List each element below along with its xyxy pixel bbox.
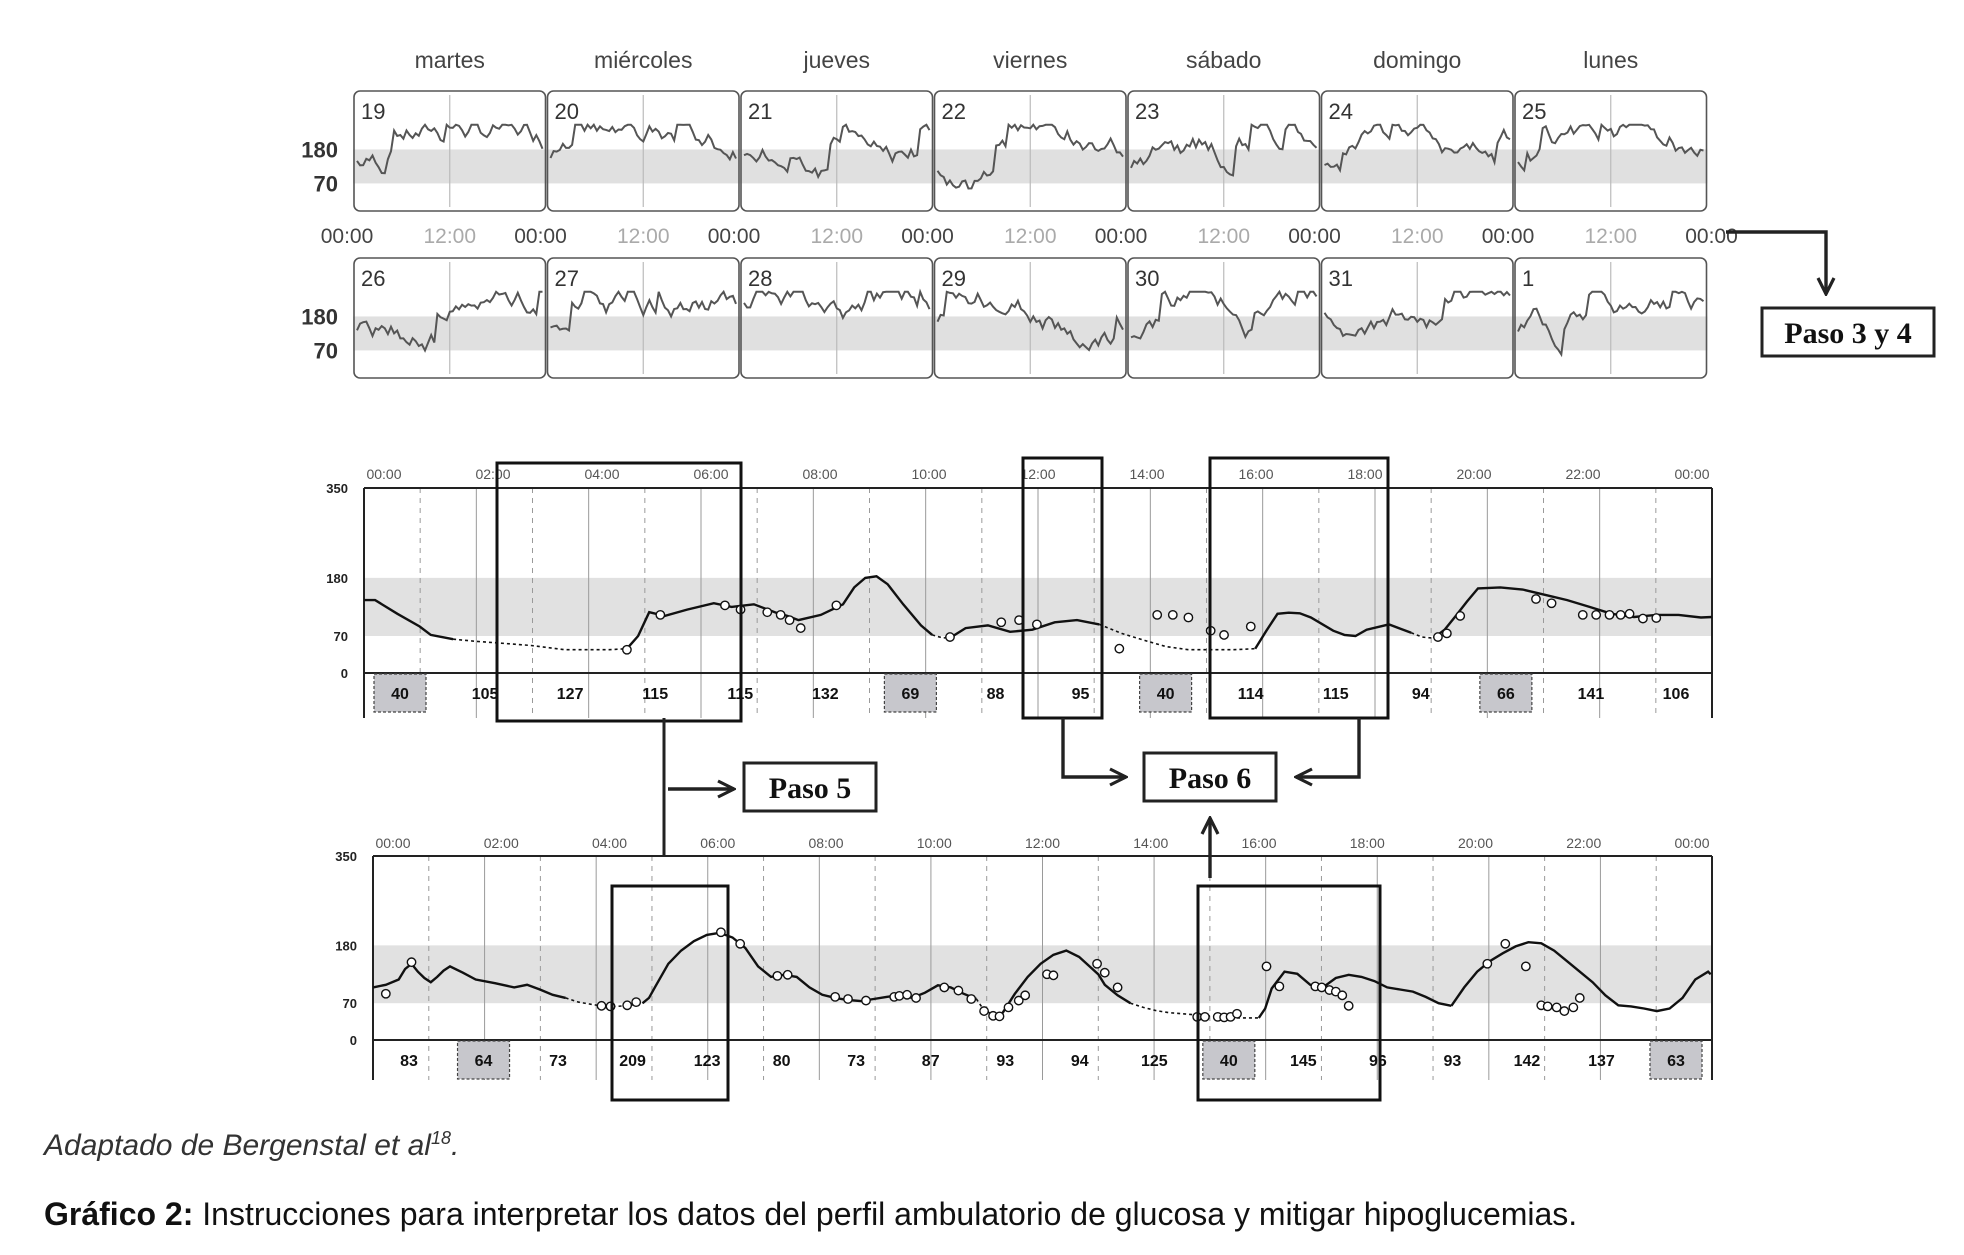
day-date-21: 21 (748, 99, 773, 124)
glucose-reading-point (623, 1001, 631, 1009)
y-tick-70: 70 (342, 996, 357, 1012)
caption-title-bold: Gráfico 2: (44, 1196, 194, 1232)
weekly-time-label: 12:00 (810, 225, 864, 248)
figure-caption (44, 1196, 1577, 1233)
weekly-time-label: 12:00 (616, 225, 670, 248)
weekly-time-label: 12:00 (1003, 225, 1057, 248)
glucose-reading-point (1093, 960, 1101, 968)
glucose-reading-point (773, 972, 781, 980)
value-label: 63 (1667, 1053, 1685, 1070)
glucose-reading-point (1101, 969, 1109, 977)
glucose-reading-point (656, 611, 664, 619)
x-tick-label: 00:00 (1674, 835, 1710, 851)
x-tick-label: 14:00 (1129, 466, 1165, 482)
day-date-29: 29 (941, 266, 966, 291)
value-label: 73 (549, 1053, 567, 1070)
glucose-reading-point (1639, 614, 1647, 622)
paso-3-4-callout (1726, 232, 1934, 356)
glucose-reading-point (763, 608, 771, 616)
value-label: 95 (1071, 686, 1090, 703)
caption-source-end: . (450, 1129, 460, 1162)
value-label: 69 (901, 686, 920, 703)
x-tick-label: 08:00 (808, 835, 844, 851)
daily-chart-2 (335, 835, 1712, 1100)
glucose-reading-point (903, 991, 911, 999)
glucose-reading-point (1616, 611, 1624, 619)
value-label: 40 (1219, 1053, 1238, 1070)
x-tick-label: 18:00 (1349, 835, 1385, 851)
glucose-reading-point (382, 990, 390, 998)
value-label: 142 (1513, 1053, 1541, 1070)
y-tick-180: 180 (335, 938, 357, 954)
x-tick-label: 04:00 (584, 466, 620, 482)
x-tick-label: 00:00 (366, 466, 402, 482)
day-date-1: 1 (1522, 266, 1535, 291)
x-tick-label: 00:00 (1674, 466, 1710, 482)
y-tick-0: 0 (340, 666, 348, 681)
paso-3-4-label: Paso 3 y 4 (1784, 317, 1912, 350)
glucose-reading-point (1153, 611, 1161, 619)
glucose-reading-point (785, 616, 793, 624)
value-label: 88 (986, 686, 1005, 703)
paso-6-arrow-left (1063, 718, 1126, 777)
weekly-time-label: 12:00 (423, 225, 477, 248)
value-label: 93 (996, 1053, 1015, 1070)
y-tick-350: 350 (326, 481, 348, 496)
x-tick-label: 02:00 (483, 835, 519, 851)
weekly-time-label: 12:00 (1584, 225, 1638, 248)
glucose-reading-point (912, 994, 920, 1002)
caption-source-text: Adaptado de Bergenstal et al (44, 1129, 431, 1162)
value-label: 115 (1322, 686, 1349, 703)
glucose-reading-point (1543, 1002, 1551, 1010)
glucose-reading-point (1605, 611, 1613, 619)
x-tick-label: 06:00 (693, 466, 729, 482)
glucose-reading-point (776, 611, 784, 619)
weekly-time-label: 00:00 (1481, 225, 1535, 248)
x-tick-label: 12:00 (1024, 835, 1061, 851)
day-date-28: 28 (748, 266, 773, 291)
x-tick-label: 10:00 (911, 466, 947, 482)
glucose-reading-point (1033, 620, 1041, 628)
value-label: 145 (1290, 1053, 1317, 1070)
day-date-20: 20 (554, 99, 579, 124)
day-date-19: 19 (361, 99, 386, 124)
x-tick-label: 10:00 (916, 835, 952, 851)
caption-source (44, 1128, 459, 1163)
weekly-time-label: 00:00 (514, 225, 567, 248)
value-label: 40 (1156, 686, 1175, 703)
glucose-reading-point (623, 646, 631, 654)
day-date-22: 22 (941, 99, 966, 124)
glucose-reading-point (1569, 1003, 1577, 1011)
glucose-reading-point (721, 601, 729, 609)
weekly-y-label-70-2: 70 (313, 338, 338, 364)
value-label: 105 (471, 686, 499, 703)
glucose-reading-point (1592, 611, 1600, 619)
day-date-31: 31 (1328, 266, 1353, 291)
glucose-reading-point (1275, 982, 1283, 990)
glucose-reading-point (1233, 1010, 1241, 1018)
paso-6-callout (1063, 718, 1359, 878)
daily-chart-1 (326, 458, 1712, 721)
weekly-time-label: 00:00 (1094, 225, 1148, 248)
day-date-27: 27 (554, 266, 579, 291)
day-name-6: lunes (1583, 47, 1639, 73)
value-label: 64 (474, 1053, 493, 1070)
x-tick-label: 14:00 (1133, 835, 1169, 851)
value-label: 125 (1140, 1053, 1168, 1070)
x-tick-label: 02:00 (475, 466, 511, 482)
value-label: 80 (772, 1053, 791, 1070)
glucose-reading-point (1344, 1002, 1352, 1010)
day-date-30: 30 (1135, 266, 1160, 291)
day-name-3: viernes (993, 47, 1068, 73)
value-label: 93 (1443, 1053, 1462, 1070)
value-label: 115 (727, 686, 754, 703)
y-tick-0: 0 (349, 1033, 357, 1048)
value-label: 127 (556, 686, 584, 703)
glucose-reading-point (1547, 599, 1555, 607)
caption-source-ref: 18 (430, 1128, 451, 1148)
day-name-5: domingo (1373, 47, 1462, 73)
day-name-1: miércoles (594, 47, 693, 73)
value-label: 137 (1588, 1053, 1615, 1070)
glucose-reading-point (832, 601, 840, 609)
x-tick-label: 18:00 (1347, 466, 1383, 482)
glucose-reading-point (1201, 1013, 1209, 1021)
value-label: 106 (1662, 686, 1690, 703)
glucose-reading-point (1652, 614, 1660, 622)
x-tick-label: 04:00 (591, 835, 628, 851)
day-name-0: martes (414, 47, 485, 73)
value-label: 114 (1237, 686, 1264, 703)
y-tick-350: 350 (335, 849, 357, 864)
y-tick-180: 180 (326, 570, 348, 586)
glucose-reading-point (1184, 613, 1192, 621)
weekly-time-label-end: 00:00 (1685, 225, 1738, 248)
x-tick-label: 16:00 (1238, 466, 1274, 482)
glucose-reading-point (736, 940, 744, 948)
x-tick-label: 22:00 (1566, 835, 1602, 851)
paso-5-callout (664, 718, 876, 856)
weekly-y-label-180-1: 180 (301, 137, 338, 163)
glucose-reading-point (783, 971, 791, 979)
weekly-y-label-180-2: 180 (301, 304, 338, 330)
x-tick-label: 20:00 (1456, 466, 1492, 482)
glucose-reading-point (1625, 610, 1633, 618)
glucose-reading-point (1532, 595, 1540, 603)
day-date-24: 24 (1328, 99, 1353, 124)
glucose-reading-point (632, 998, 640, 1006)
glucose-reading-point (1113, 983, 1121, 991)
value-label: 40 (391, 686, 409, 703)
glucose-reading-point (1579, 611, 1587, 619)
glucose-reading-point (597, 1002, 605, 1010)
value-label: 123 (693, 1053, 721, 1070)
value-label: 66 (1496, 686, 1515, 703)
glucose-reading-point (862, 996, 870, 1004)
glucose-reading-point (1262, 962, 1270, 970)
glucose-reading-point (997, 618, 1005, 626)
value-label: 87 (921, 1053, 940, 1070)
weekly-time-label: 12:00 (1197, 225, 1251, 248)
glucose-reading-point (717, 928, 725, 936)
paso-3-4-arrow (1726, 232, 1826, 294)
glucose-reading-point (1169, 611, 1177, 619)
x-tick-label: 16:00 (1241, 835, 1277, 851)
glucose-reading-point (1483, 960, 1491, 968)
glucose-reading-point (1560, 1007, 1568, 1015)
x-tick-label: 22:00 (1565, 466, 1601, 482)
value-label: 209 (619, 1053, 646, 1070)
y-tick-70: 70 (333, 629, 348, 644)
glucose-reading-point (1501, 940, 1509, 948)
glucose-reading-point (844, 995, 852, 1003)
weekly-y-label-70-1: 70 (313, 171, 338, 197)
weekly-time-label: 12:00 (1390, 225, 1444, 248)
value-label: 94 (1411, 686, 1430, 703)
glucose-reading-point (797, 624, 805, 632)
glucose-reading-point (1049, 971, 1057, 979)
glucose-reading-point (954, 986, 962, 994)
day-date-26: 26 (361, 266, 386, 291)
glucose-reading-point (946, 633, 954, 641)
glucose-reading-point (940, 983, 948, 991)
value-label: 141 (1577, 686, 1605, 703)
glucose-reading-point (1338, 991, 1346, 999)
paso-5-label: Paso 5 (768, 772, 852, 805)
glucose-reading-point (1522, 962, 1530, 970)
glucose-reading-point (1434, 633, 1442, 641)
day-name-2: jueves (803, 47, 870, 73)
value-label: 115 (642, 686, 669, 703)
glucose-reading-point (831, 993, 839, 1001)
glucose-reading-point (1443, 629, 1451, 637)
weekly-time-label: 00:00 (901, 225, 954, 248)
weekly-time-label: 00:00 (320, 225, 374, 248)
glucose-reading-point (1021, 991, 1029, 999)
day-date-25: 25 (1522, 99, 1547, 124)
glucose-reading-point (407, 958, 415, 966)
x-tick-label: 08:00 (802, 466, 838, 482)
caption-title-text: Instrucciones para interpretar los datos del perfil ambulatorio de glucosa y mitigar hipoglucemias. (193, 1196, 1578, 1232)
day-name-4: sábado (1186, 47, 1262, 73)
x-tick-label: 00:00 (375, 835, 411, 851)
x-tick-label: 06:00 (700, 835, 736, 851)
glucose-reading-point (1247, 622, 1255, 630)
x-tick-label: 12:00 (1020, 466, 1056, 482)
value-label: 94 (1070, 1053, 1089, 1070)
paso-6-arrow-right (1296, 718, 1359, 777)
weekly-time-label: 00:00 (1288, 225, 1341, 248)
value-label: 132 (811, 686, 839, 703)
value-label: 96 (1368, 1053, 1387, 1070)
glucose-reading-point (1456, 612, 1464, 620)
glucose-line-2 (453, 639, 627, 650)
glucose-reading-point (1004, 1003, 1012, 1011)
glucose-reading-point (967, 995, 975, 1003)
weekly-glucose-summary (301, 47, 1738, 378)
x-tick-label: 20:00 (1457, 835, 1494, 851)
glucose-reading-point (1115, 644, 1123, 652)
value-label: 73 (847, 1053, 866, 1070)
value-label: 83 (400, 1053, 418, 1070)
weekly-time-label: 00:00 (707, 225, 761, 248)
glucose-reading-point (980, 1007, 988, 1015)
glucose-reading-point (1576, 994, 1584, 1002)
glucose-reading-point (1220, 631, 1228, 639)
glucose-reading-point (995, 1012, 1003, 1020)
day-date-23: 23 (1135, 99, 1160, 124)
paso-6-label: Paso 6 (1168, 762, 1252, 795)
